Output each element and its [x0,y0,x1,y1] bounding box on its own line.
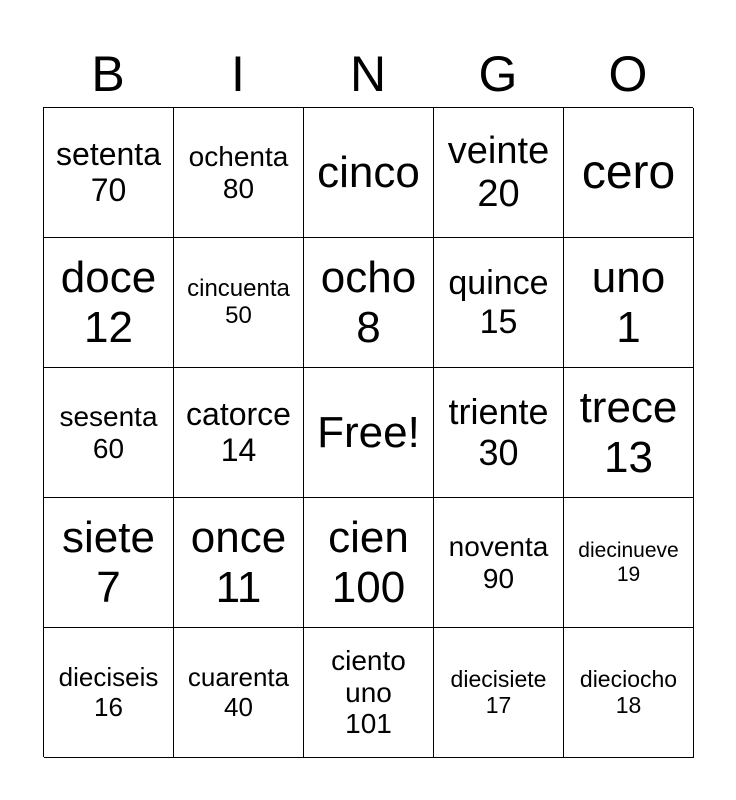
bingo-cell-text: once 11 [190,513,287,612]
bingo-header [43,40,693,108]
bingo-grid [43,107,693,757]
bingo-cell-text: ochenta 80 [188,141,289,204]
bingo-cell-text: sesenta 60 [59,401,158,464]
bingo-cell-text: quince 15 [448,264,549,341]
bingo-cell[interactable] [304,628,434,758]
bingo-cell[interactable] [44,628,174,758]
bingo-cell-text: doce 12 [60,253,157,352]
bingo-cell[interactable] [174,628,304,758]
bingo-cell-text: ciento uno 101 [331,645,406,740]
bingo-cell[interactable] [304,368,434,498]
bingo-cell-text: uno 1 [591,253,666,352]
bingo-cell-text: ocho 8 [320,253,417,352]
bingo-cell[interactable] [434,368,564,498]
bingo-cell[interactable] [564,628,694,758]
bingo-cell[interactable] [434,628,564,758]
bingo-cell[interactable] [174,368,304,498]
bingo-cell[interactable] [174,498,304,628]
bingo-cell[interactable] [304,108,434,238]
bingo-cell-text: noventa 90 [448,531,549,594]
bingo-cell-text: cero [581,145,676,199]
bingo-cell[interactable] [174,108,304,238]
header-letter-o: O [608,46,648,102]
bingo-cell[interactable] [44,368,174,498]
bingo-cell-text: cinco [317,147,420,197]
bingo-cell[interactable] [564,238,694,368]
bingo-cell-text: Free! [317,407,420,457]
bingo-cell[interactable] [564,368,694,498]
bingo-cell[interactable] [304,238,434,368]
bingo-cell-text: dieciocho 18 [579,665,678,718]
bingo-cell-text: veinte 20 [447,129,550,215]
bingo-cell[interactable] [174,238,304,368]
bingo-cell-text: setenta 70 [56,135,161,208]
bingo-cell[interactable] [44,498,174,628]
bingo-cell-text: diecisiete 17 [450,665,547,718]
header-letter-g: G [478,46,518,102]
bingo-cell[interactable] [44,108,174,238]
header-letter-i: I [231,46,245,102]
bingo-cell-text: diecinueve 19 [578,538,679,586]
bingo-cell[interactable] [434,498,564,628]
bingo-cell[interactable] [564,108,694,238]
bingo-cell-text: cincuenta 50 [187,274,290,329]
bingo-cell[interactable] [564,498,694,628]
bingo-cell-text: cien 100 [328,513,409,612]
bingo-cell-text: trece 13 [579,383,678,482]
bingo-cell-text: dieciseis 16 [58,662,159,722]
bingo-cell[interactable] [434,238,564,368]
header-letter-b: B [91,46,125,102]
bingo-cell[interactable] [304,498,434,628]
bingo-cell[interactable] [44,238,174,368]
bingo-cell-text: cuarenta 40 [187,662,290,722]
bingo-cell-text: catorce 14 [186,395,291,468]
bingo-cell-text: triente 30 [448,391,549,473]
header-letter-n: N [349,46,387,102]
bingo-cell[interactable] [434,108,564,238]
bingo-cell-text: siete 7 [62,513,155,612]
